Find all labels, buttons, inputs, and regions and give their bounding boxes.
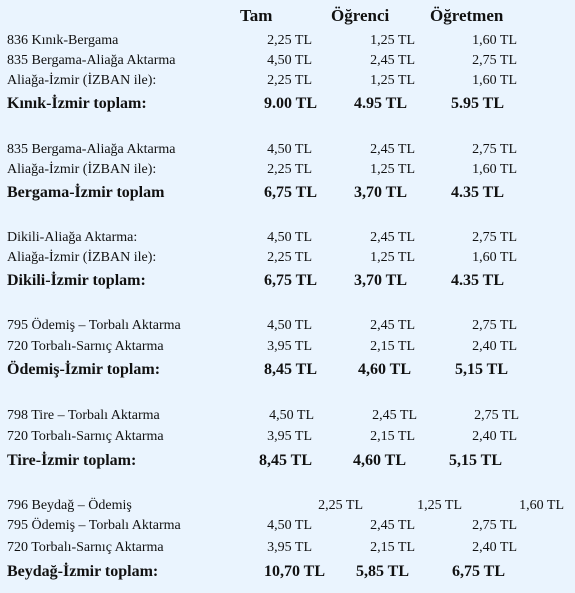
cell-ogrenci: 1,25 TL <box>370 250 415 265</box>
cell-tam: 4,50 TL <box>267 230 312 245</box>
total-tam: 8,45 TL <box>258 452 312 469</box>
row-label: 720 Torbalı-Sarnıç Aktarma <box>7 339 164 354</box>
table-row <box>0 162 575 182</box>
table-row <box>0 408 575 428</box>
row-label: 836 Kınık-Bergama <box>7 33 119 48</box>
row-label: Aliağa-İzmir (İZBAN ile): <box>7 73 157 88</box>
table-row <box>0 318 575 338</box>
header-tam: Tam <box>240 6 273 25</box>
cell-tam: 2,25 TL <box>267 250 312 265</box>
total-tam: 10,70 TL <box>263 563 325 580</box>
total-ogretmen: 5.95 TL <box>450 95 504 112</box>
cell-ogrenci: 1,25 TL <box>370 73 415 88</box>
cell-ogrenci: 2,45 TL <box>370 53 415 68</box>
total-tam: 8,45 TL <box>263 361 317 378</box>
total-label: Kınık-İzmir toplam: <box>7 95 147 112</box>
cell-ogrenci: 2,45 TL <box>372 408 417 423</box>
cell-tam: 3,95 TL <box>267 540 312 555</box>
row-label: 796 Beydağ – Ödemiş <box>7 498 132 513</box>
cell-ogretmen: 1,60 TL <box>472 73 517 88</box>
table-row <box>0 518 575 538</box>
cell-tam: 3,95 TL <box>267 429 312 444</box>
cell-tam: 4,50 TL <box>267 518 312 533</box>
cell-ogrenci: 2,45 TL <box>370 230 415 245</box>
row-label: 720 Torbalı-Sarnıç Aktarma <box>7 429 164 444</box>
header-ogretmen: Öğretmen <box>430 6 504 25</box>
cell-ogretmen: 1,60 TL <box>472 33 517 48</box>
table-row <box>0 142 575 162</box>
cell-ogretmen: 2,40 TL <box>472 429 517 444</box>
total-label: Bergama-İzmir toplam <box>7 184 165 201</box>
cell-tam: 4,50 TL <box>269 408 314 423</box>
row-label: 795 Ödemiş – Torbalı Aktarma <box>7 518 181 533</box>
cell-ogretmen: 2,75 TL <box>472 142 517 157</box>
table-row <box>0 53 575 73</box>
total-row <box>0 361 575 381</box>
total-label: Beydağ-İzmir toplam: <box>7 563 159 580</box>
table-row <box>0 73 575 93</box>
cell-ogretmen: 2,75 TL <box>474 408 519 423</box>
total-ogrenci: 3,70 TL <box>353 184 407 201</box>
header-ogrenci: Öğrenci <box>331 6 390 25</box>
cell-tam: 4,50 TL <box>267 53 312 68</box>
table-row <box>0 250 575 270</box>
total-tam: 9.00 TL <box>263 95 317 112</box>
total-tam: 6,75 TL <box>263 184 317 201</box>
total-row <box>0 272 575 292</box>
row-label: 795 Ödemiş – Torbalı Aktarma <box>7 318 181 333</box>
total-ogrenci: 4,60 TL <box>357 361 411 378</box>
total-ogretmen: 4.35 TL <box>450 272 504 289</box>
cell-ogretmen: 1,60 TL <box>472 250 517 265</box>
cell-ogretmen: 2,75 TL <box>472 53 517 68</box>
cell-tam: 3,95 TL <box>267 339 312 354</box>
cell-ogrenci: 2,15 TL <box>370 339 415 354</box>
total-row <box>0 452 575 472</box>
total-row <box>0 95 575 115</box>
cell-ogrenci: 1,25 TL <box>417 498 462 513</box>
table-row <box>0 429 575 449</box>
cell-ogrenci: 2,45 TL <box>370 518 415 533</box>
cell-tam: 2,25 TL <box>267 33 312 48</box>
total-row <box>0 563 575 583</box>
total-label: Dikili-İzmir toplam: <box>7 272 146 289</box>
row-label: Aliağa-İzmir (İZBAN ile): <box>7 162 157 177</box>
total-ogretmen: 5,15 TL <box>454 361 508 378</box>
table-row <box>0 498 575 518</box>
total-label: Ödemiş-İzmir toplam: <box>7 361 161 378</box>
cell-ogretmen: 2,40 TL <box>472 540 517 555</box>
total-ogrenci: 4.95 TL <box>353 95 407 112</box>
cell-ogretmen: 1,60 TL <box>519 498 564 513</box>
total-ogretmen: 4.35 TL <box>450 184 504 201</box>
total-ogretmen: 5,15 TL <box>448 452 502 469</box>
cell-ogrenci: 2,45 TL <box>370 318 415 333</box>
cell-tam: 2,25 TL <box>267 162 312 177</box>
row-label: Dikili-Aliağa Aktarma: <box>7 230 138 245</box>
cell-ogrenci: 1,25 TL <box>370 33 415 48</box>
total-row <box>0 184 575 204</box>
cell-ogrenci: 1,25 TL <box>370 162 415 177</box>
cell-tam: 2,25 TL <box>267 73 312 88</box>
cell-tam: 2,25 TL <box>318 498 363 513</box>
total-ogretmen: 6,75 TL <box>451 563 505 580</box>
total-ogrenci: 3,70 TL <box>353 272 407 289</box>
row-label: 798 Tire – Torbalı Aktarma <box>7 408 160 423</box>
cell-ogrenci: 2,15 TL <box>370 429 415 444</box>
cell-ogretmen: 2,75 TL <box>472 230 517 245</box>
total-label: Tire-İzmir toplam: <box>7 452 137 469</box>
table-row <box>0 540 575 560</box>
cell-ogretmen: 1,60 TL <box>472 162 517 177</box>
table-row <box>0 33 575 53</box>
row-label: 835 Bergama-Aliağa Aktarma <box>7 53 176 68</box>
cell-tam: 4,50 TL <box>267 318 312 333</box>
cell-ogretmen: 2,40 TL <box>472 339 517 354</box>
total-tam: 6,75 TL <box>263 272 317 289</box>
cell-ogrenci: 2,45 TL <box>370 142 415 157</box>
cell-ogrenci: 2,15 TL <box>370 540 415 555</box>
row-label: 720 Torbalı-Sarnıç Aktarma <box>7 540 164 555</box>
cell-ogretmen: 2,75 TL <box>472 318 517 333</box>
total-ogrenci: 5,85 TL <box>355 563 409 580</box>
cell-ogretmen: 2,75 TL <box>472 518 517 533</box>
table-row <box>0 339 575 359</box>
total-ogrenci: 4,60 TL <box>352 452 406 469</box>
row-label: 835 Bergama-Aliağa Aktarma <box>7 142 176 157</box>
table-row <box>0 230 575 250</box>
row-label: Aliağa-İzmir (İZBAN ile): <box>7 250 157 265</box>
cell-tam: 4,50 TL <box>267 142 312 157</box>
